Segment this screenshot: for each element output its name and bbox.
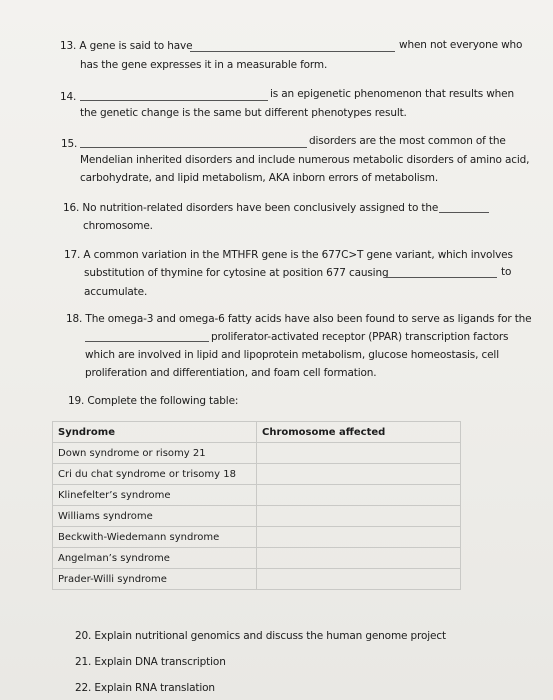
- q13-text-line2: has the gene expresses it in a measurable form.: [80, 59, 328, 71]
- table-header-row: [53, 422, 461, 443]
- chromosome-answer-cell[interactable]: [257, 548, 461, 569]
- q17-text-line2: substitution of thymine for cytosine at position 677 causing: [84, 267, 389, 279]
- syndrome-cell: Down syndrome or risomy 21: [53, 443, 257, 464]
- syndrome-table: [52, 421, 461, 590]
- syndrome-cell: Williams syndrome: [53, 506, 257, 527]
- q16-text-line1: 16. No nutrition-related disorders have been conclusively assigned to the: [63, 202, 439, 214]
- q21-text: 21. Explain DNA transcription: [75, 656, 226, 668]
- q18-text-line4: proliferation and differentiation, and foam cell formation.: [85, 367, 377, 379]
- q22-text: 22. Explain RNA translation: [75, 682, 215, 694]
- table-row: [53, 464, 461, 485]
- chromosome-answer-cell[interactable]: [257, 485, 461, 506]
- table-header-chromosome: Chromosome affected: [257, 422, 461, 443]
- q20-text: 20. Explain nutritional genomics and discuss the human genome project: [75, 630, 446, 642]
- chromosome-answer-cell[interactable]: [257, 464, 461, 485]
- q17-text-line2-end: to: [501, 266, 512, 278]
- chromosome-answer-cell[interactable]: [257, 527, 461, 548]
- q13-text-end: when not everyone who: [399, 39, 523, 51]
- table-row: [53, 485, 461, 506]
- q15-number: 15.: [61, 138, 78, 150]
- syndrome-cell: Cri du chat syndrome or trisomy 18: [53, 464, 257, 485]
- chromosome-answer-cell[interactable]: [257, 506, 461, 527]
- q14-text-end: is an epigenetic phenomenon that results when: [270, 88, 514, 100]
- table-row: [53, 569, 461, 590]
- table-row: [53, 527, 461, 548]
- q13-text-start: 13. A gene is said to have: [60, 40, 193, 52]
- table-header-syndrome: Syndrome: [53, 422, 257, 443]
- q13-answer-blank[interactable]: [190, 51, 395, 52]
- q15-text-end: disorders are the most common of the: [309, 135, 506, 147]
- q15-text-line3: carbohydrate, and lipid metabolism, AKA inborn errors of metabolism.: [80, 172, 439, 184]
- q14-text-line2: the genetic change is the same but different phenotypes result.: [80, 107, 407, 119]
- q18-answer-blank[interactable]: [85, 341, 209, 342]
- q16-text-line2: chromosome.: [83, 220, 153, 232]
- q17-answer-blank[interactable]: [385, 277, 497, 278]
- q14-number: 14.: [60, 91, 77, 103]
- chromosome-answer-cell[interactable]: [257, 443, 461, 464]
- q16-answer-blank[interactable]: [439, 212, 489, 213]
- table-row: [53, 443, 461, 464]
- syndrome-cell: Angelman’s syndrome: [53, 548, 257, 569]
- chromosome-answer-cell[interactable]: [257, 569, 461, 590]
- table-row: [53, 506, 461, 527]
- syndrome-cell: Klinefelter’s syndrome: [53, 485, 257, 506]
- q14-answer-blank[interactable]: [80, 100, 268, 101]
- syndrome-cell: Prader-Willi syndrome: [53, 569, 257, 590]
- q18-text-line1: 18. The omega-3 and omega-6 fatty acids have also been found to serve as ligands for the: [66, 313, 532, 325]
- q17-text-line1: 17. A common variation in the MTHFR gene is the 677C>T gene variant, which involves: [64, 249, 513, 261]
- q18-text-line2: proliferator-activated receptor (PPAR) transcription factors: [211, 331, 509, 343]
- syndrome-cell: Beckwith-Wiedemann syndrome: [53, 527, 257, 548]
- q18-text-line3: which are involved in lipid and lipoprotein metabolism, glucose homeostasis, cell: [85, 349, 499, 361]
- q15-text-line2: Mendelian inherited disorders and include numerous metabolic disorders of amino acid,: [80, 154, 530, 166]
- q15-answer-blank[interactable]: [80, 147, 307, 148]
- q19-prompt: 19. Complete the following table:: [68, 395, 239, 407]
- q17-text-line3: accumulate.: [84, 286, 148, 298]
- table-row: [53, 548, 461, 569]
